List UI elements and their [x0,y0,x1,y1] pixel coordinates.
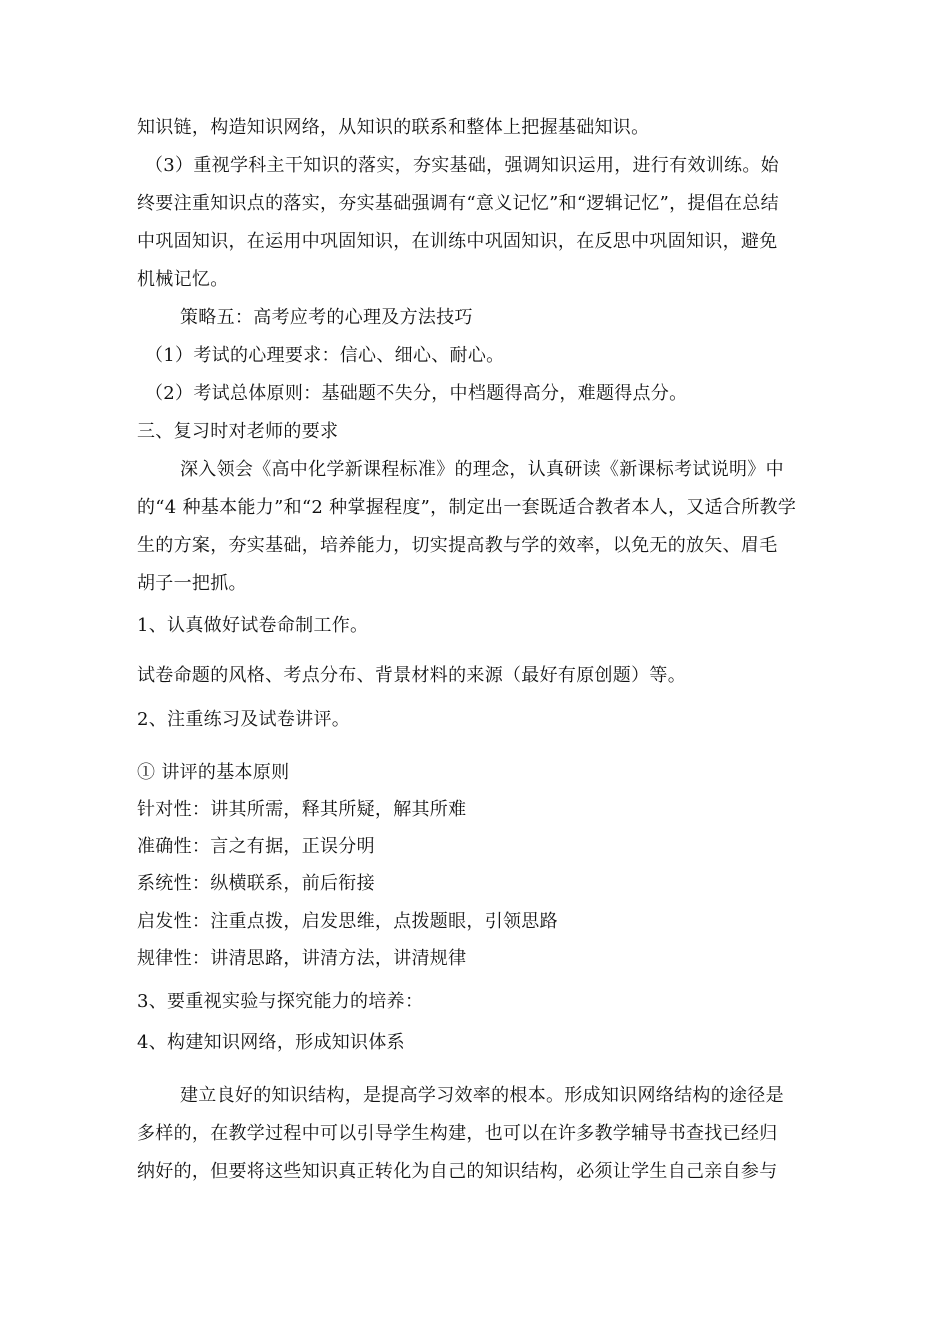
text-line: 中巩固知识，在运用中巩固知识，在训练中巩固知识，在反思中巩固知识，避免 [137,231,778,252]
text-line: 深入领会《高中化学新课程标准》的理念，认真研读《新课标考试说明》中 [180,459,784,480]
text-line: 终要注重知识点的落实，夯实基础强调有“意义记忆”和“逻辑记忆”，提倡在总结 [137,193,779,214]
text-line: 试卷命题的风格、考点分布、背景材料的来源（最好有原创题）等。 [137,665,686,686]
list-item-heading: 3、要重视实验与探究能力的培养： [137,991,424,1012]
list-item-heading: 2、注重练习及试卷讲评。 [137,709,351,730]
text-line: 胡子一把抓。 [137,573,247,594]
section-heading: 策略五：高考应考的心理及方法技巧 [180,307,473,328]
list-item-heading: 1、认真做好试卷命制工作。 [137,615,369,636]
list-item-heading: 4、构建知识网络，形成知识体系 [137,1032,405,1053]
principle-line: 规律性：讲清思路，讲清方法，讲清规律 [137,948,467,969]
principle-line: 准确性：言之有据，正误分明 [137,836,375,857]
text-line: 建立良好的知识结构，是提高学习效率的根本。形成知识网络结构的途径是 [180,1085,784,1106]
text-line: （3）重视学科主干知识的落实，夯实基础，强调知识运用，进行有效训练。始 [145,155,779,176]
principle-line: 针对性：讲其所需，释其所疑，解其所难 [137,799,467,820]
text-line: 机械记忆。 [137,269,229,290]
text-line: 生的方案，夯实基础，培养能力，切实提高教与学的效率，以免无的放矢、眉毛 [137,535,778,556]
principle-line: 系统性：纵横联系，前后衔接 [137,873,375,894]
principle-line: 启发性：注重点拨，启发思维，点拨题眼，引领思路 [137,911,558,932]
text-line: 知识链，构造知识网络，从知识的联系和整体上把握基础知识。 [137,117,650,138]
sub-heading: ① 讲评的基本原则 [137,762,290,783]
section-heading: 三、复习时对老师的要求 [137,421,339,442]
text-line: 多样的，在教学过程中可以引导学生构建，也可以在许多教学辅导书查找已经归 [137,1123,778,1144]
text-line: 的“4 种基本能力”和“2 种掌握程度”，制定出一套既适合教者本人，又适合所教学 [137,497,797,518]
text-line: （1）考试的心理要求：信心、细心、耐心。 [145,345,505,366]
text-line: （2）考试总体原则：基础题不失分，中档题得高分，难题得点分。 [145,383,688,404]
text-line: 纳好的，但要将这些知识真正转化为自己的知识结构，必须让学生自己亲自参与 [137,1161,778,1182]
